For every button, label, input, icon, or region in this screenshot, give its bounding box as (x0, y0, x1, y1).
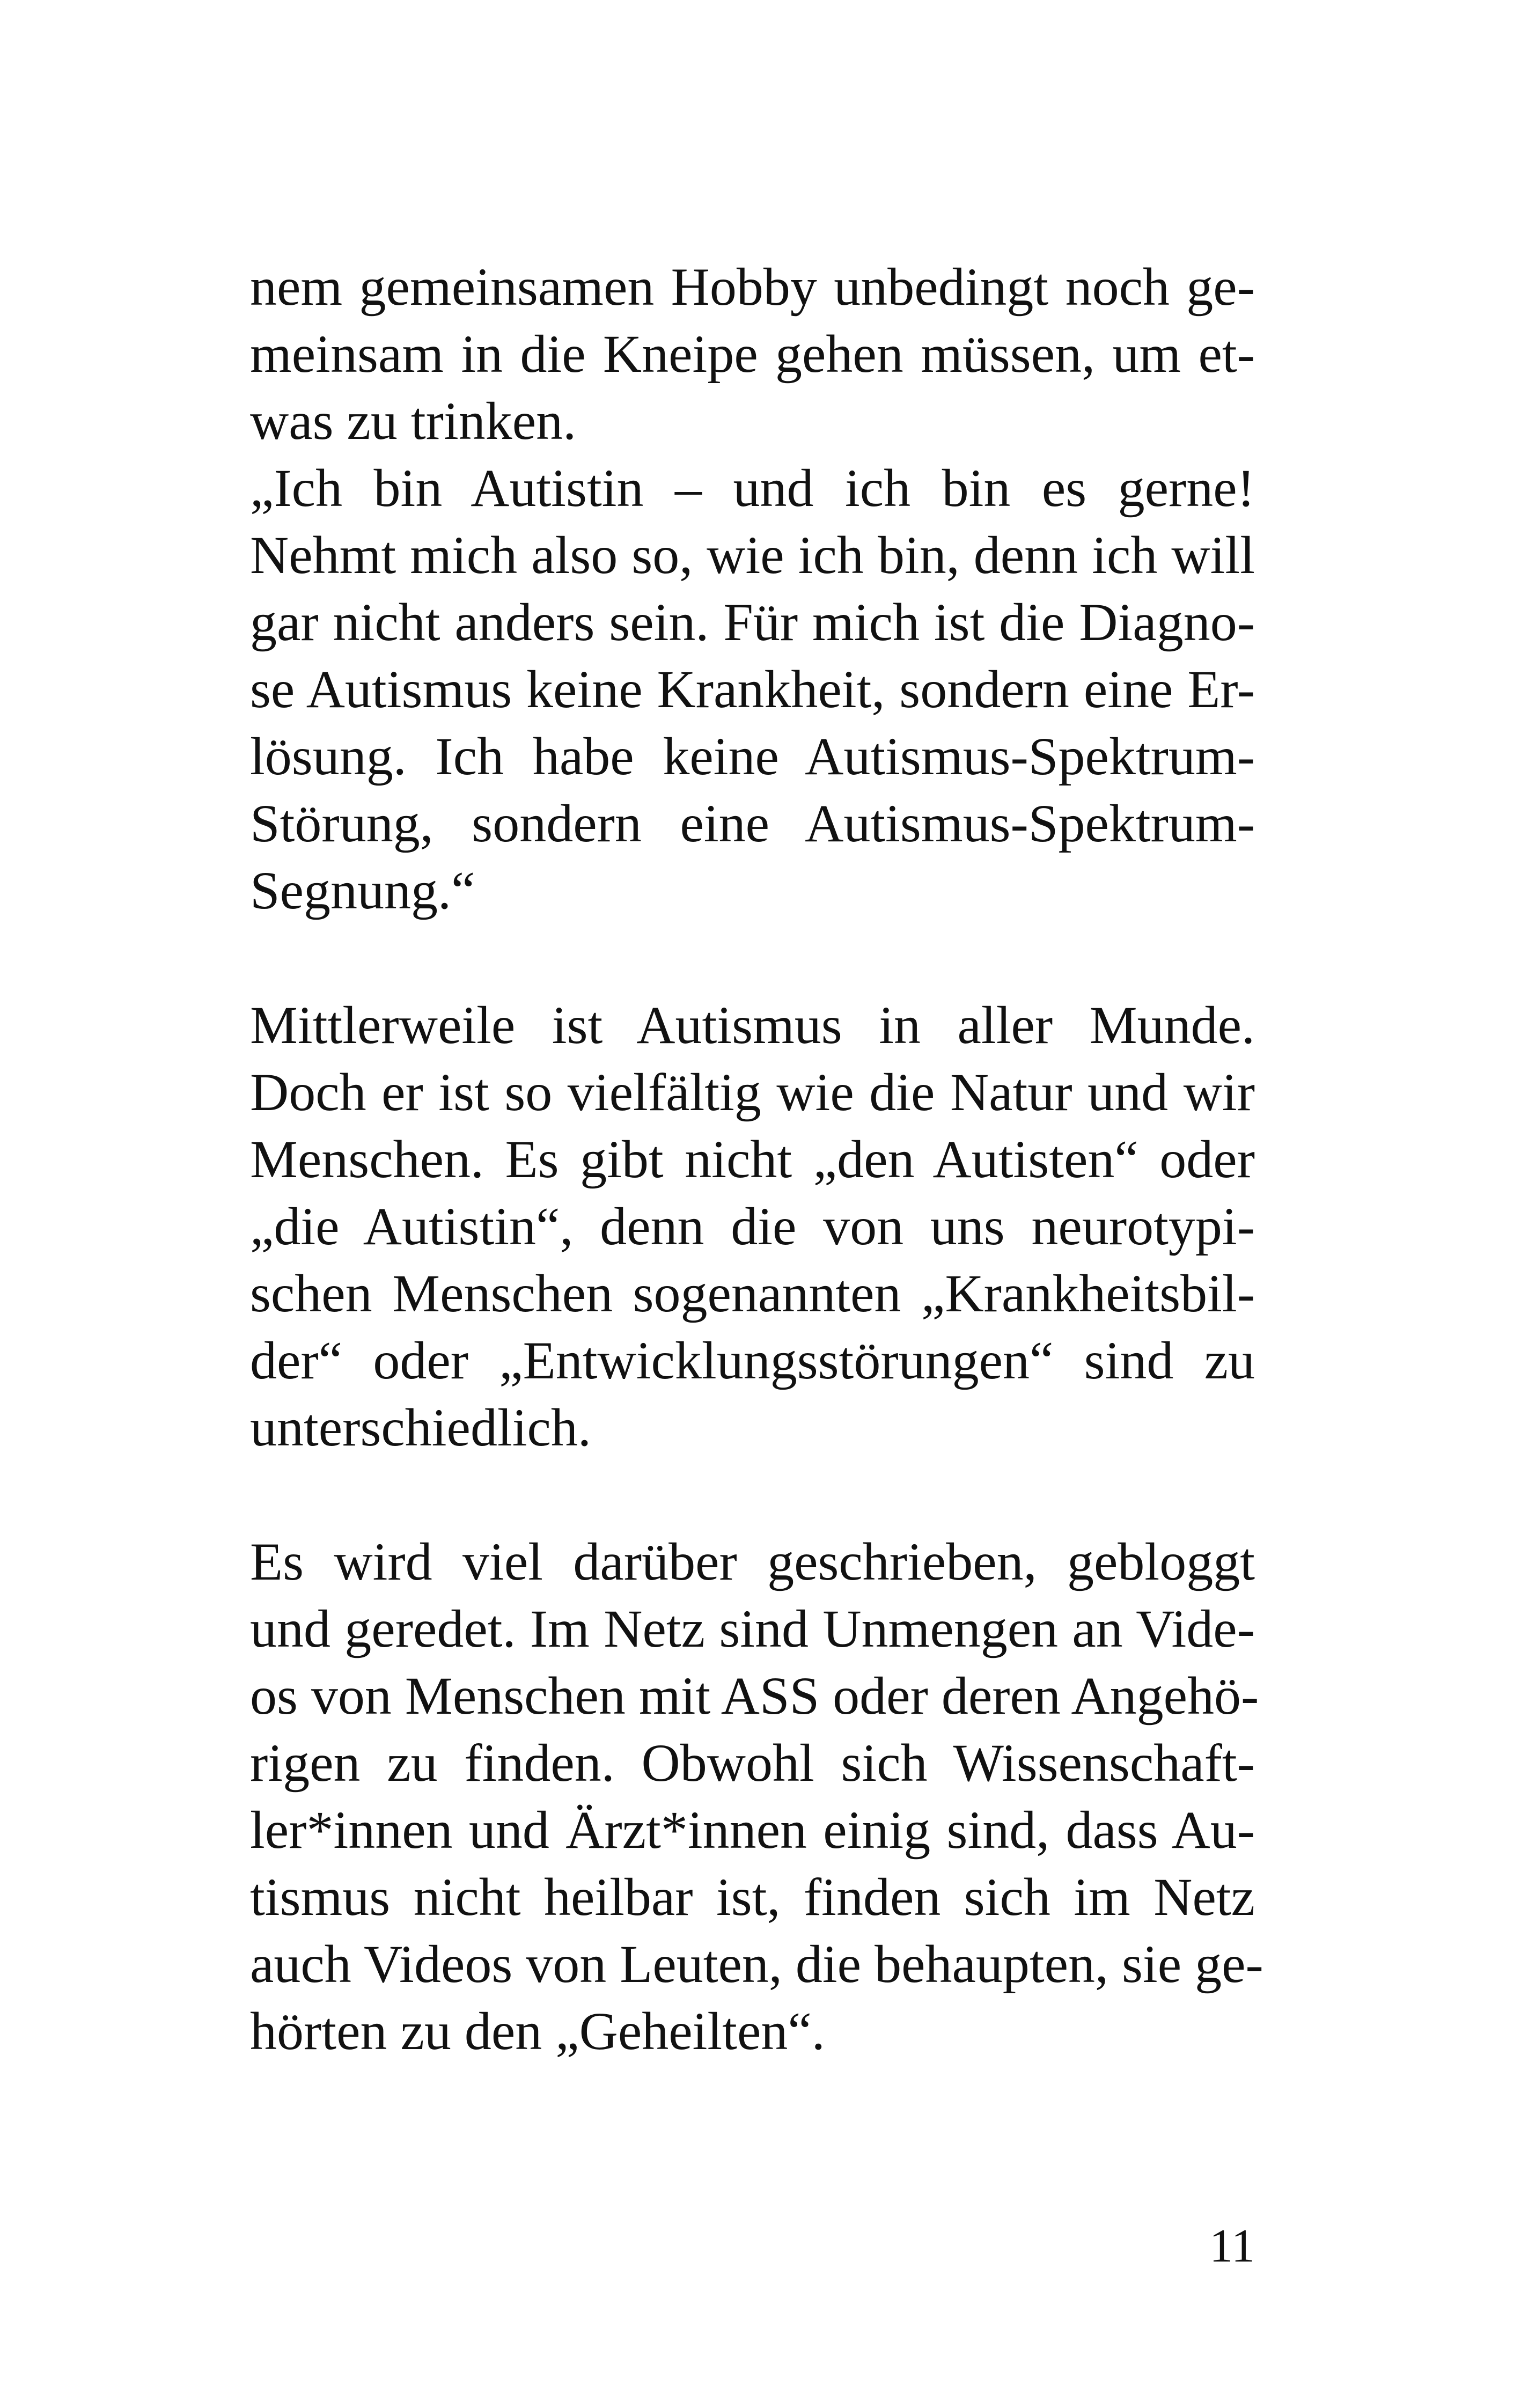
text-line: Menschen. Es gibt nicht „den Autisten“ oder (250, 1129, 1255, 1189)
text-line: Es wird viel darüber geschrieben, gebloggt (250, 1532, 1255, 1591)
text-line: tismus nicht heilbar ist, finden sich im Netz (250, 1867, 1255, 1927)
text-line: gar nicht anders sein. Für mich ist die Diagno- (250, 592, 1255, 652)
text-line: unterschiedlich. (250, 1398, 591, 1457)
text-line: Segnung.“ (250, 861, 475, 920)
text-line: Störung, sondern eine Autismus-Spektrum- (250, 794, 1255, 853)
page-number: 11 (1209, 2220, 1255, 2272)
text-line: ler*innen und Ärzt*innen einig sind, dass Au- (250, 1800, 1255, 1860)
text-line: Nehmt mich also so, wie ich bin, denn ich will (250, 525, 1255, 585)
text-line: und geredet. Im Netz sind Unmengen an Vide- (250, 1599, 1255, 1658)
text-line: meinsam in die Kneipe gehen müssen, um et- (250, 324, 1255, 384)
paragraph-1 (250, 253, 1255, 924)
paragraph-2 (250, 992, 1255, 1461)
text-line: schen Menschen sogenannten „Krankheitsbil- (250, 1264, 1255, 1323)
text-line: nem gemeinsamen Hobby unbedingt noch ge- (250, 257, 1255, 317)
paragraph-3 (250, 1528, 1263, 2065)
text-line: „Ich bin Autistin – und ich bin es gerne! (250, 458, 1255, 518)
text-line: rigen zu finden. Obwohl sich Wissenschaft- (250, 1733, 1255, 1793)
text-line: auch Videos von Leuten, die behaupten, sie ge- (250, 1934, 1263, 1994)
text-line: Mittlerweile ist Autismus in aller Munde. (250, 995, 1255, 1055)
text-line: lösung. Ich habe keine Autismus-Spektrum- (250, 726, 1255, 786)
text-line: os von Menschen mit ASS oder deren Angehö- (250, 1666, 1259, 1726)
text-line: „die Autistin“, denn die von uns neurotypi- (250, 1196, 1255, 1256)
text-line: Doch er ist so vielfältig wie die Natur und wir (250, 1062, 1255, 1122)
text-line: se Autismus keine Krankheit, sondern eine Er- (250, 659, 1255, 719)
text-line: was zu trinken. (250, 391, 577, 451)
text-line: der“ oder „Entwicklungsstörungen“ sind zu (250, 1331, 1255, 1390)
text-line: hörten zu den „Geheilten“. (250, 2001, 825, 2061)
